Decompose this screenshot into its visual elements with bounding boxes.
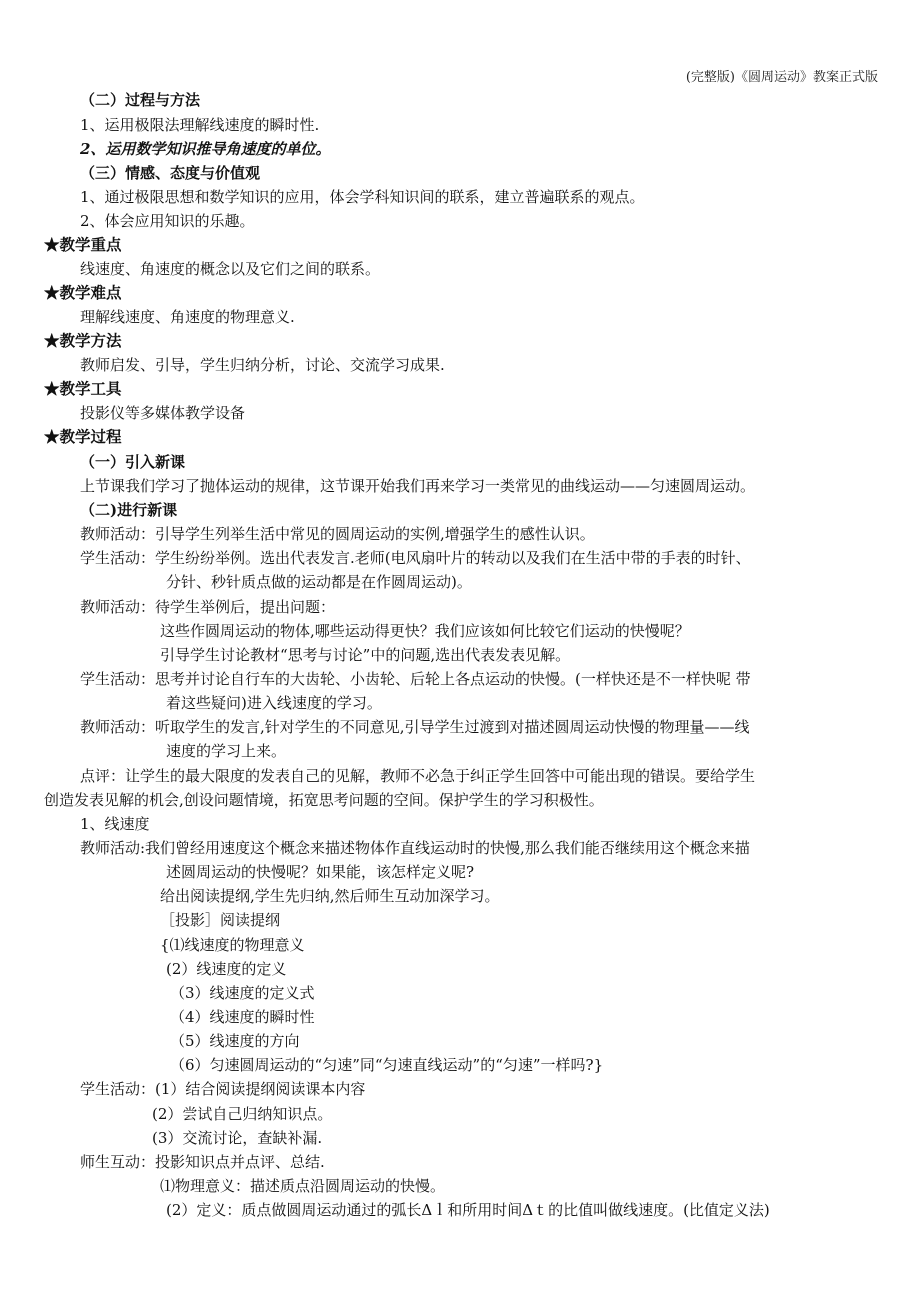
heading-process: ★教学过程 [44, 427, 122, 446]
text-line: 教师活动：听取学生的发言,针对学生的不同意见,引导学生过渡到对描述圆周运动快慢的物理量——线 [80, 718, 750, 736]
text-line: 1、运用极限法理解线速度的瞬时性. [80, 116, 320, 134]
outline-item: （3）线速度的定义式 [170, 984, 315, 1002]
text-line: 学生活动：(1）结合阅读提纲阅读课本内容 [80, 1080, 366, 1098]
text-line: 教师活动：待学生举例后，提出问题： [80, 598, 336, 616]
text-line-indented: (2）尝试自己归纳知识点。 [152, 1105, 333, 1123]
text-line: 学生活动：思考并讨论自行车的大齿轮、小齿轮、后轮上各点运动的快慢。(一样快还是不一样快呢 带 [80, 670, 751, 688]
section-emotion-values: （三）情感、态度与价值观 [80, 164, 261, 182]
outline-item: （5）线速度的方向 [170, 1032, 300, 1050]
subheading-intro: （一）引入新课 [80, 453, 186, 471]
heading-methods: ★教学方法 [44, 331, 122, 350]
text-line: 师生互动：投影知识点并点评、总结. [80, 1153, 325, 1171]
outline-item: {⑴线速度的物理意义 [160, 936, 305, 954]
text-line: 2、体会应用知识的乐趣。 [80, 212, 255, 230]
text-line: 上节课我们学习了抛体运动的规律，这节课开始我们再来学习一类常见的曲线运动——匀速圆周运动。 [80, 477, 756, 495]
page-header: (完整版)《圆周运动》教案正式版 [685, 70, 878, 85]
text-line-indented: 给出阅读提纲,学生先归纳,然后师生互动加深学习。 [160, 887, 500, 905]
outline-item: （6）匀速圆周运动的“匀速”同“匀速直线运动”的“匀速”一样吗?} [170, 1056, 604, 1074]
text-line-indented: ⑴物理意义：描述质点沿圆周运动的快慢。 [160, 1177, 446, 1195]
heading-key-points: ★教学重点 [44, 235, 122, 254]
text-line-indented: 引导学生讨论教材“思考与讨论”中的问题,选出代表发表见解。 [160, 646, 571, 664]
text-line-continued: 述圆周运动的快慢呢？如果能，该怎样定义呢? [166, 863, 475, 881]
text-line-indented: (2）定义：质点做圆周运动通过的弧长Δｌ和所用时间Δｔ的比值叫做线速度。(比值定义法) [166, 1201, 770, 1219]
text-line: 理解线速度、角速度的物理意义. [80, 308, 295, 326]
subheading-new-lesson: （二)进行新课 [80, 501, 178, 519]
text-line-indented: 这些作圆周运动的物体,哪些运动得更快？我们应该如何比较它们运动的快慢呢？ [160, 622, 690, 640]
text-line-continued: 着这些疑问)进入线速度的学习。 [166, 694, 382, 712]
text-line: 1、通过极限思想和数学知识的应用，体会学科知识间的联系，建立普遍联系的观点。 [80, 188, 645, 206]
comment-line-continued: 创造发表见解的机会,创设问题情境，拓宽思考问题的空间。保护学生的学习积极性。 [44, 791, 604, 809]
text-line-indented: (3）交流讨论，查缺补漏. [152, 1129, 323, 1147]
text-line-emphasis: 2、运用数学知识推导角速度的单位。 [80, 140, 331, 158]
text-line: 教师启发、引导，学生归纳分析，讨论、交流学习成果. [80, 356, 445, 374]
text-line-continued: 分针、秒针质点做的运动都是在作圆周运动)。 [166, 573, 472, 591]
section-process-method: （二）过程与方法 [80, 91, 201, 109]
text-line-continued: 速度的学习上来。 [166, 742, 287, 760]
projection-outline-title: ［投影］阅读提纲 [160, 911, 281, 929]
text-line: 学生活动：学生纷纷举例。选出代表发言.老师(电风扇叶片的转动以及我们在生活中带的手表的时针、 [80, 549, 751, 567]
text-line: 线速度、角速度的概念以及它们之间的联系。 [80, 260, 381, 278]
heading-difficulties: ★教学难点 [44, 283, 122, 302]
text-line: 投影仪等多媒体教学设备 [80, 404, 246, 422]
comment-line: 点评：让学生的最大限度的发表自己的见解，教师不必急于纠正学生回答中可能出现的错误。要给学生 [80, 767, 756, 785]
heading-tools: ★教学工具 [44, 379, 122, 398]
outline-item: （4）线速度的瞬时性 [170, 1008, 315, 1026]
text-line: 教师活动：引导学生列举生活中常见的圆周运动的实例,增强学生的感性认识。 [80, 525, 595, 543]
subheading-linear-velocity: 1、线速度 [80, 815, 150, 833]
text-line: 教师活动:我们曾经用速度这个概念来描述物体作直线运动时的快慢,那么我们能否继续用这个概念来描 [80, 839, 750, 857]
outline-item: (2）线速度的定义 [166, 960, 287, 978]
